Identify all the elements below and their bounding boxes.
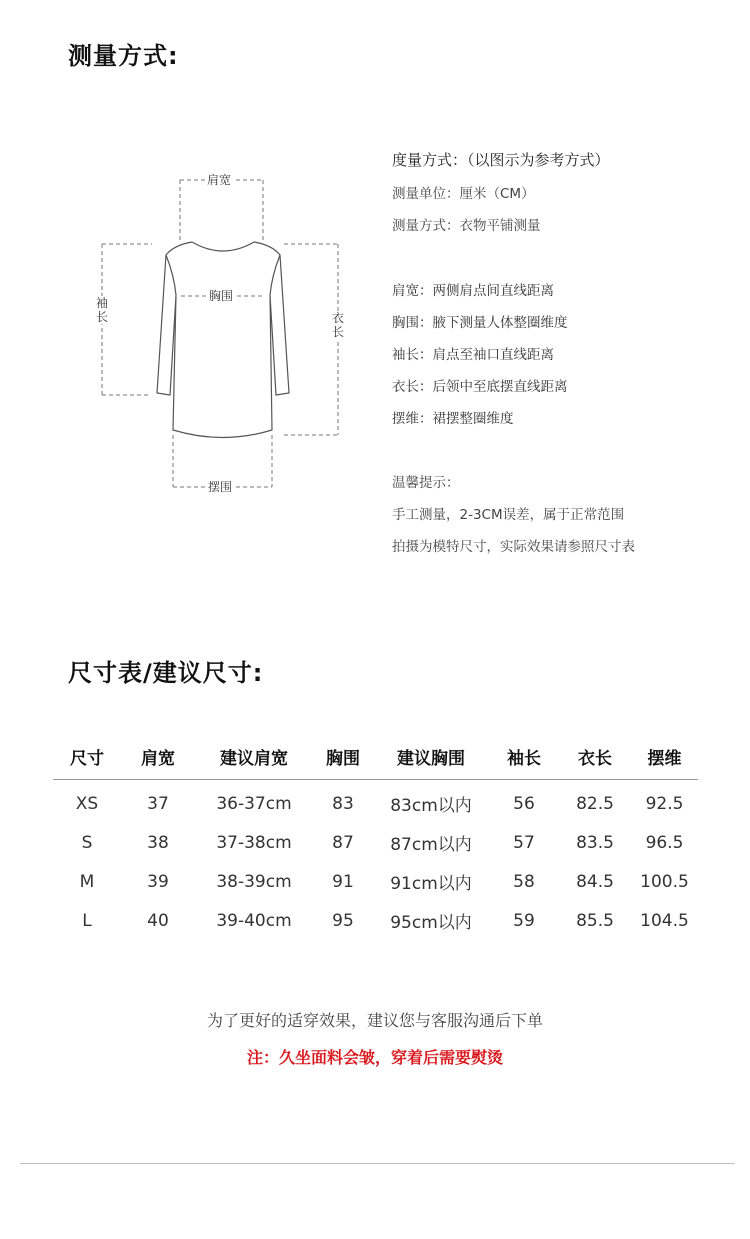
table-cell: S [81,832,93,853]
header-hem: 摆维 [631,733,698,780]
table-cell: 56 [513,793,535,814]
table-cell: 36-37cm [216,793,292,814]
wrinkle-warning: 注：久坐面料会皱，穿着后需要熨烫 [246,1048,503,1067]
table-header-row [53,733,698,780]
def-shoulder: 肩宽：两侧肩点间直线距离 [392,283,554,299]
header-sleeve: 袖长 [489,733,559,780]
table-cell: 57 [513,832,535,853]
table-cell: 100.5 [640,871,689,892]
table-cell: 37-38cm [216,832,292,853]
table-cell: 38-39cm [216,871,292,892]
header-length: 衣长 [559,733,631,780]
def-hem: 摆维：裙摆整圈维度 [392,411,514,427]
table-row [53,780,698,824]
dress-outline-icon [90,165,360,500]
header-shoulder: 肩宽 [121,733,195,780]
table-cell: 95 [332,910,354,931]
table-cell: 92.5 [645,793,684,814]
table-cell: 39 [147,871,169,892]
table-row [53,901,698,940]
table-cell: 37 [147,793,169,814]
measure-method: 测量方式：衣物平铺测量 [392,218,541,234]
size-table [53,733,698,940]
fit-advice: 为了更好的适穿效果，建议您与客服沟通后下单 [206,1011,543,1030]
table-cell: 83 [332,793,354,814]
length-label: 衣长 [331,311,344,339]
def-length: 衣长：后领中至底摆直线距离 [392,379,568,395]
table-cell: 38 [147,832,169,853]
header-chest: 胸围 [313,733,373,780]
shoulder-label: 肩宽 [207,173,232,187]
garment-diagram [90,165,360,500]
table-cell: XS [75,793,99,814]
bottom-divider [20,1163,735,1164]
table-cell: 39-40cm [216,910,292,931]
table-cell: 87cm以内 [390,835,472,855]
table-cell: 40 [147,910,169,931]
sleeve-label: 袖长 [95,296,108,324]
table-cell: 87 [332,832,354,853]
hem-label: 摆围 [208,480,233,494]
size-section-title: 尺寸表/建议尺寸: [68,659,264,687]
tip-model: 拍摄为模特尺寸，实际效果请参照尺寸表 [392,539,635,555]
table-cell: 91 [332,871,354,892]
table-cell: 58 [513,871,535,892]
table-cell: 83cm以内 [390,796,472,816]
table-cell: 96.5 [645,832,684,853]
header-size: 尺寸 [53,733,121,780]
table-cell: 95cm以内 [390,913,472,933]
tips-title: 温馨提示： [392,475,460,491]
def-chest: 胸围：腋下测量人体整圈维度 [392,315,568,331]
table-cell: 82.5 [576,793,614,814]
table-cell: 84.5 [576,871,614,892]
table-cell: 85.5 [576,910,614,931]
table-cell: M [79,871,95,892]
def-sleeve: 袖长：肩点至袖口直线距离 [392,347,554,363]
measure-heading: 度量方式：（以图示为参考方式） [392,151,610,169]
table-cell: 59 [513,910,535,931]
measure-unit: 测量单位：厘米（CM） [392,186,535,202]
table-cell: L [82,910,92,931]
header-suggested-chest: 建议胸围 [373,733,489,780]
header-suggested-shoulder: 建议肩宽 [195,733,313,780]
table-cell: 83.5 [576,832,614,853]
table-cell: 104.5 [640,910,689,931]
table-cell: 91cm以内 [390,874,472,894]
tip-tolerance: 手工测量，2-3CM误差，属于正常范围 [392,507,625,523]
table-row [53,823,698,862]
chest-label: 胸围 [209,289,234,303]
table-row [53,862,698,901]
measure-section-title: 测量方式: [68,42,179,70]
